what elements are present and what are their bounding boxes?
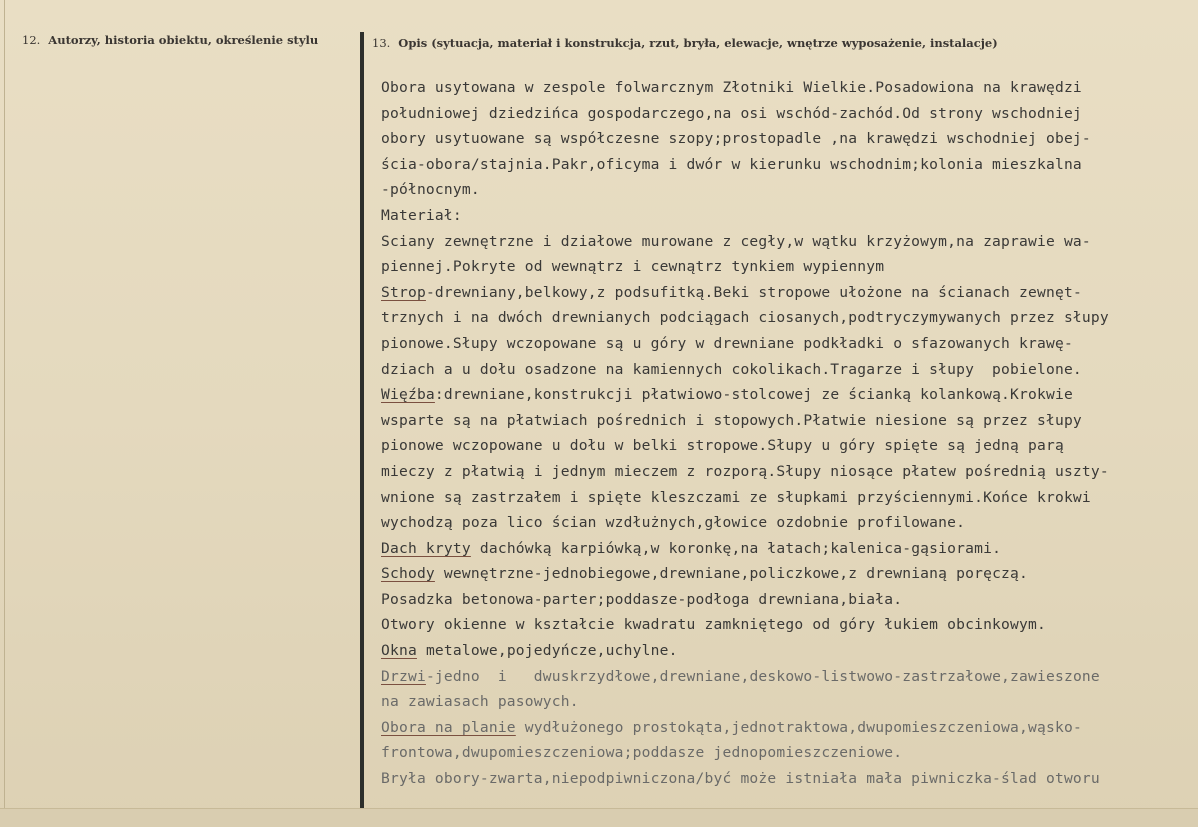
line-text: :drewniane,konstrukcji płatwiowo-stolcowej ze ścianką kolankową.Krokwie bbox=[434, 386, 1073, 404]
column-divider bbox=[360, 32, 364, 810]
description-line bbox=[381, 254, 1187, 280]
line-text: obory usytuowane są współczesne szopy;prostopadle ,na krawędzi wschodniej obej- bbox=[381, 130, 1091, 148]
section-13-header bbox=[372, 36, 998, 50]
description-line bbox=[381, 408, 1187, 434]
underlined-term: Dach kryty bbox=[381, 539, 471, 557]
description-line bbox=[381, 152, 1187, 178]
line-text: -drewniany,belkowy,z podsufitką.Beki stropowe ułożone na ścianach zewnęt- bbox=[425, 283, 1082, 301]
description-line bbox=[381, 305, 1187, 331]
section-13-number: 13. bbox=[372, 36, 391, 50]
line-text: południowej dziedzińca gospodarczego,na osi wschód-zachód.Od strony wschodniej bbox=[381, 104, 1082, 122]
line-text: -jedno i dwuskrzydłowe,drewniane,deskowo-listwowo-zastrzałowe,zawieszone bbox=[425, 667, 1100, 685]
line-text: -północnym. bbox=[381, 181, 480, 199]
description-line bbox=[381, 638, 1187, 664]
underlined-term: Drzwi bbox=[381, 667, 426, 685]
line-text: Posadzka betonowa-parter;poddasze-podłoga drewniana,biała. bbox=[381, 590, 903, 608]
line-text: Sciany zewnętrzne i działowe murowane z cegły,w wątku krzyżowym,na zaprawie wa- bbox=[381, 232, 1091, 250]
line-text: wsparte są na płatwiach pośrednich i stopowych.Płatwie niesione są przez słupy bbox=[381, 411, 1082, 429]
underlined-term: Okna bbox=[381, 642, 417, 660]
description-line bbox=[381, 766, 1187, 792]
page-edge bbox=[4, 0, 5, 826]
description-line bbox=[381, 126, 1187, 152]
line-text: Obora usytowana w zespole folwarcznym Złotniki Wielkie.Posadowiona na krawędzi bbox=[381, 79, 1082, 96]
description-line bbox=[381, 587, 1187, 613]
description-line bbox=[381, 612, 1187, 638]
line-text: na zawiasach pasowych. bbox=[381, 693, 579, 711]
line-text: Otwory okienne w kształcie kwadratu zamkniętego od góry łukiem obcinkowym. bbox=[381, 616, 1046, 634]
line-text: dziach a u dołu osadzone na kamiennych cokolikach.Tragarze i słupy pobielone. bbox=[381, 360, 1082, 378]
description-text bbox=[381, 75, 1187, 792]
description-line bbox=[381, 561, 1187, 587]
line-text: dachówką karpiówką,w koronkę,na łatach;kalenica-gąsiorami. bbox=[470, 539, 1002, 557]
underlined-term: Więźba bbox=[381, 386, 435, 404]
line-text: trznych i na dwóch drewnianych podciągach ciosanych,podtryczymywanych przez słupy bbox=[381, 309, 1109, 327]
description-line bbox=[381, 229, 1187, 255]
underlined-term: Schody bbox=[381, 565, 435, 583]
underlined-term: Obora na planie bbox=[381, 718, 516, 736]
description-line bbox=[381, 459, 1187, 485]
line-text: Materiał: bbox=[381, 206, 462, 224]
line-text: metalowe,pojedyńcze,uchylne. bbox=[416, 642, 678, 660]
description-line bbox=[381, 715, 1187, 741]
line-text: Bryła obory-zwarta,niepodpiwniczona/być może istniała mała piwniczka-ślad otworu bbox=[381, 770, 1100, 788]
description-line bbox=[381, 664, 1187, 690]
description-line bbox=[381, 382, 1187, 408]
description-line bbox=[381, 485, 1187, 511]
description-line bbox=[381, 331, 1187, 357]
description-line bbox=[381, 433, 1187, 459]
line-text: pionowe.Słupy wczopowane są u góry w drewniane podkładki o sfazowanych krawę- bbox=[381, 334, 1073, 352]
line-text: wydłużonego prostokąta,jednotraktowa,dwupomieszczeniowa,wąsko- bbox=[515, 718, 1082, 736]
line-text: wewnętrzne-jednobiegowe,drewniane,policzkowe,z drewnianą poręczą. bbox=[434, 565, 1029, 583]
description-line bbox=[381, 280, 1187, 306]
section-12-header bbox=[22, 33, 318, 47]
description-line bbox=[381, 75, 1187, 101]
section-13-title: Opis (sytuacja, materiał i konstrukcja, rzut, bryła, elewacje, wnętrze wyposażenie, instalacje) bbox=[398, 36, 998, 50]
description-line bbox=[381, 740, 1187, 766]
line-text: ścia-obora/stajnia.Pakr,oficyma i dwór w kierunku wschodnim;kolonia mieszkalna bbox=[381, 155, 1082, 173]
bottom-strip bbox=[0, 808, 1198, 827]
line-text: frontowa,dwupomieszczeniowa;poddasze jednopomieszczeniowe. bbox=[381, 744, 903, 762]
line-text: pionowe wczopowane u dołu w belki stropowe.Słupy u góry spięte są jedną parą bbox=[381, 437, 1064, 455]
section-12-number: 12. bbox=[22, 33, 41, 47]
section-12-title: Autorzy, historia obiektu, określenie stylu bbox=[48, 33, 319, 47]
line-text: wnione są zastrzałem i spięte kleszczami ze słupkami przyściennymi.Końce krokwi bbox=[381, 488, 1091, 506]
description-line bbox=[381, 536, 1187, 562]
description-line bbox=[381, 357, 1187, 383]
line-text: wychodzą poza lico ścian wzdłużnych,głowice ozdobnie profilowane. bbox=[381, 514, 966, 532]
description-line bbox=[381, 177, 1187, 203]
line-text: mieczy z płatwią i jednym mieczem z rozporą.Słupy niosące płatew pośrednią uszty- bbox=[381, 462, 1109, 480]
description-line bbox=[381, 203, 1187, 229]
description-line bbox=[381, 510, 1187, 536]
line-text: piennej.Pokryte od wewnątrz i cewnątrz tynkiem wypiennym bbox=[381, 258, 885, 276]
description-line bbox=[381, 101, 1187, 127]
underlined-term: Strop bbox=[381, 283, 426, 301]
description-line bbox=[381, 689, 1187, 715]
